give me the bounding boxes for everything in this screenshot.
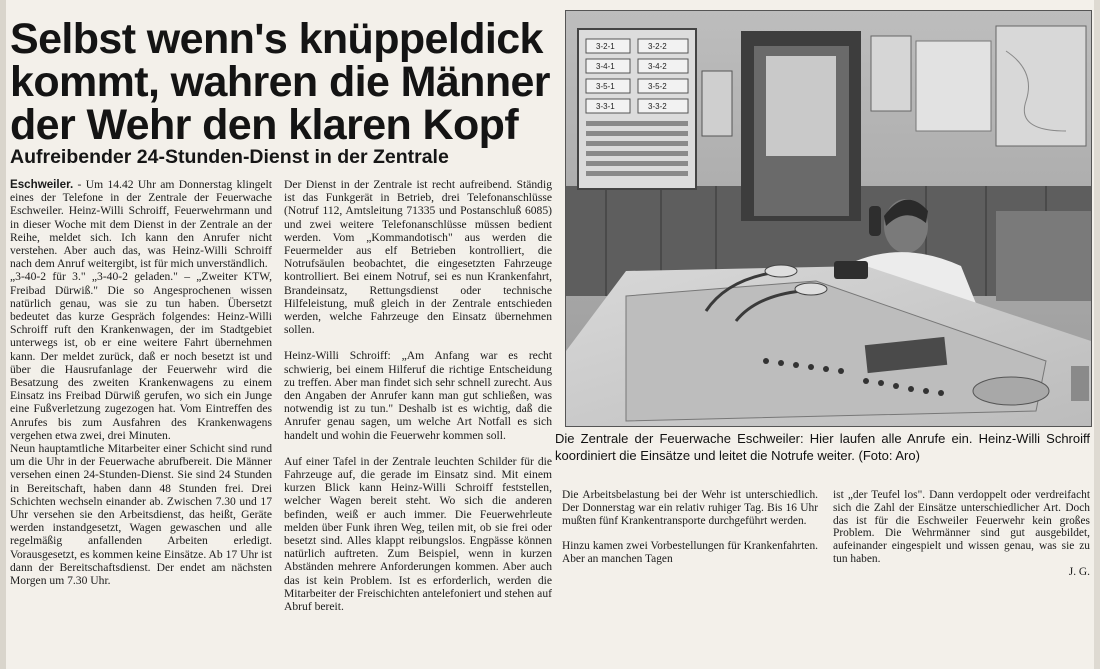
board-label-3: 3-4-1: [596, 62, 615, 71]
side-shelf: [996, 211, 1091, 301]
board-label-2: 3-2-2: [648, 42, 667, 51]
dateline: Eschweiler.: [10, 178, 74, 191]
column-1-paragraph-1-text: - Um 14.42 Uhr am Donnerstag klingelt eines der Telefone in der Zentrale der Feuerwache Eschweiler. Heinz-Willi Schroiff, Feuerwehrmann und in dieser Woche mit dem Dienst in der Zentrale an der Reihe, meldet sich. Ich kann den Anrufer nicht verstehen. Aber auch das, was Heinz-Willi Schroiff nach dem Anruf weitergibt, ist für mich unverständlich.: [10, 178, 272, 271]
article-column-3: [562, 489, 818, 566]
board-label-7: 3-3-1: [596, 102, 615, 111]
photo-fire-station-control-room: [566, 11, 1091, 426]
column-1-paragraph-2: „3-40-2 für 3." „3-40-2 geladen." – „Zweiter KTW, Freibad Dürwiß." Die so Angesprochenen wissen natürlich genau, was sie zu tun haben. Übersetzt bedeutet das kurze Gespräch folgendes: Heinz-Willi Schroiff ruft den Krankenwagen, der im Stadtgebiet unterwegs ist, ob er eine weitere Fahrt übernehmen kann. Der meldet zurück, daß er noch besetzt ist und über die Hausrufanlage der Feuerwehr wird die Besatzung des zweiten Krankenwagens zu einem Einsatz ins Freibad Dürwiß gerufen, wo sich ein Junge eine Fußverletzung zugezogen hat. Vom Eintreffen des Anrufes bis zum Ausfahren des Krankenwagens vergehen etwa zwei, drei Minuten.: [10, 270, 272, 442]
column-2-paragraph-1: Der Dienst in der Zentrale ist recht aufreibend. Ständig ist das Funkgerät in Betrieb, drei Telefonanschlüsse (Notruf 112, Amtsleitung 71335 und Postanschluß 6085) und zwei weitere Telefonanschlüsse müssen bedient werden. Vom „Kommandotisch" aus werden die Feuermelder aus elf Betrieben kontrolliert, die Notrufsäulen beobachtet, die eingesetzten Fahrzeuge kontrolliert. Bei einem Notruf, sei es nun Krankenfahrt, Brandeinsatz, Rettungsdienst oder technische Hilfeleistung, muß gleich in der Zentrale entschieden werden, welche Fahrzeuge den Einsatz übernehmen sollen.: [284, 178, 552, 337]
photo-door: [741, 31, 861, 221]
small-notice-board: [702, 71, 732, 136]
paper-edge-left: [0, 0, 6, 669]
article-column-2: [284, 178, 552, 613]
article-subheadline: Aufreibender 24-Stunden-Dienst in der Zentrale: [10, 146, 449, 168]
board-label-1: 3-2-1: [596, 42, 615, 51]
column-3-paragraph-1: Die Arbeitsbelastung bei der Wehr ist unterschiedlich. Der Donnerstag war ein relativ ruhiger Tag. Bis 16 Uhr mußten fünf Krankentransporte durchgeführt werden.: [562, 489, 818, 527]
article-column-1: [10, 178, 272, 587]
column-1-paragraph-1: [10, 178, 272, 270]
column-3-paragraph-2: Hinzu kamen zwei Vorbestellungen für Krankenfahrten. Aber an manchen Tagen: [562, 540, 818, 566]
desk-telephone: [834, 261, 868, 279]
headline-line-2: kommt, wahren die Männer: [10, 58, 550, 106]
wall-chart: [916, 41, 991, 131]
article-headline: [10, 15, 555, 149]
column-4-paragraph-1: ist „der Teufel los". Dann verdoppelt oder verdreifacht sich die Zahl der Einsätze unterschiedlicher Art. Doch das ist für die Eschweiler Feuerwehr kein großes Problem. Die Wehrmänner sind gut ausgebildet, aufeinander eingespielt und wissen genau, was sie zu tun haben.: [833, 489, 1090, 565]
article-column-4: [833, 489, 1090, 579]
column-1-paragraph-3: Neun hauptamtliche Mitarbeiter einer Schicht sind rund um die Uhr in der Feuerwache abrufbereit. Die Männer versehen einen 24-Stunden-Dienst. Sie sind 24 Stunden in Bereitschaft, haben dann 48 Stunden frei. Drei Schichten wechseln einander ab. Zwischen 7.30 und 17 Uhr versehen sie den Arbeitsdienst, das heißt, Geräte werden instandgesetzt, Wagen gewaschen und alle regelmäßig anfallenden Arbeiten erledigt. Vorausgesetzt, es kommen keine Einsätze. Ab 17 Uhr ist dann der Bereitschaftsdienst. Der endet am nächsten Morgen um 7.30 Uhr.: [10, 442, 272, 588]
wall-cabinet: [871, 36, 911, 111]
vehicle-status-board: [578, 29, 696, 189]
headline-line-1: Selbst wenn's knüppeldick: [10, 15, 543, 63]
board-label-8: 3-3-2: [648, 102, 667, 111]
author-signature: J. G.: [1068, 565, 1090, 578]
column-2-paragraph-2: Heinz-Willi Schroiff: „Am Anfang war es recht schwierig, bei einem Hilferuf die richtige Entscheidung zu treffen. Aber man findet sich sehr schnell zurecht. Aus den Angaben der Anrufer kann man gut schließen, was notwendig ist zu tun." Deshalb ist es wichtig, daß die Anrufer genau sagen, um welche Art Notfall es sich handelt und wohin die Feuerwehr kommen soll.: [284, 349, 552, 442]
board-label-4: 3-4-2: [648, 62, 667, 71]
paper-edge-right: [1094, 0, 1100, 669]
article-photo: [565, 10, 1092, 427]
column-2-paragraph-3: Auf einer Tafel in der Zentrale leuchten Schilder für die Fahrzeuge auf, die gerade im Einsatz sind. Mit einem kurzen Blick kann Heinz-Willi Schroiff feststellen, welcher Wagen bereit steht. Wo sich die anderen befinden, weiß er auch immer. Die Feuerwehrleute melden über Funk ihren Weg, teilen mit, ob sie frei oder besetzt sind. Alles klappt reibungslos. Engpässe können natürlich auftreten. Zum Beispiel, wenn in kurzen Abständen mehrere Anforderungen kommen. Aber auch das ist kein Problem. Ist es erforderlich, werden die Mitarbeiter der Freischichten antelefoniert und stehen auf Abruf bereit.: [284, 454, 552, 614]
headline-line-3: der Wehr den klaren Kopf: [10, 101, 519, 149]
telephone-handset: [869, 206, 881, 236]
board-label-5: 3-5-1: [596, 82, 615, 91]
photo-caption: Die Zentrale der Feuerwache Eschweiler: Hier laufen alle Anrufe ein. Heinz-Willi Schroiff koordiniert die Einsätze und leitet die Notrufe weiter. (Foto: Aro): [555, 431, 1090, 463]
board-label-6: 3-5-2: [648, 82, 667, 91]
